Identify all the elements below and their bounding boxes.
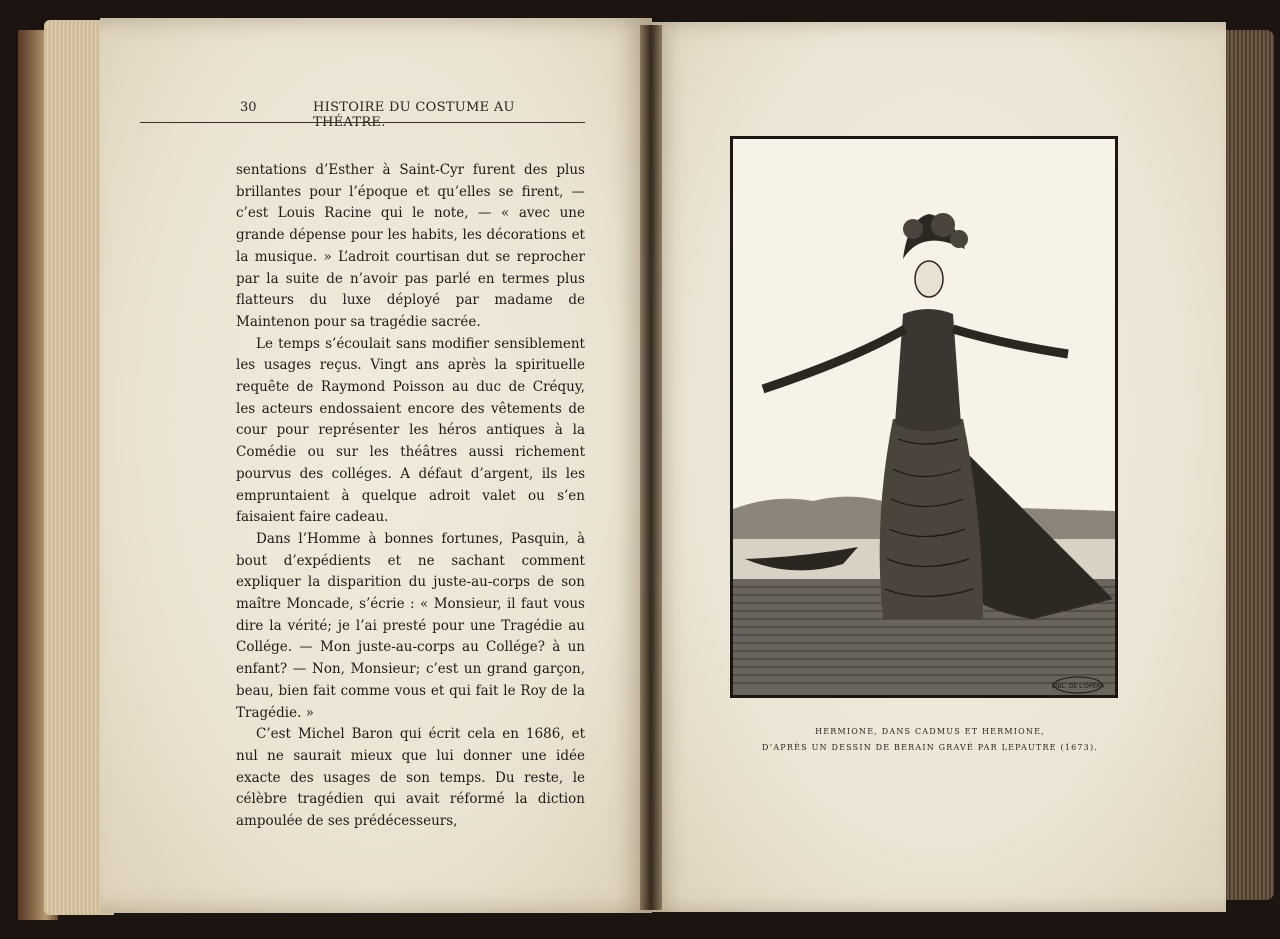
plate-caption (760, 724, 1100, 756)
engraving-illustration (733, 139, 1115, 695)
page-number: 30 (240, 100, 257, 115)
body-text (236, 160, 585, 833)
running-head (140, 100, 585, 130)
paragraph-2: Le temps s’écoulait sans modifier sensiblement les usages reçus. Vingt ans après la spirituelle requête de Raymond Poisson au duc de Créquy, les acteurs endossaient encore des vêtements de cour pour représenter les héros antiques à la Comédie ou sur les théâtres aussi richement pourvus des colléges. A défaut d’argent, ils les empruntaient à quelque adroit valet ou s’en faisaient faire cadeau. (236, 335, 585, 526)
book-gutter (640, 25, 662, 910)
paragraph-1: sentations d’Esther à Saint-Cyr furent des plus brillantes pour l’époque et qu’elles se firent, — c’est Louis Racine qui le note, — « avec une grande dépense pour les habits, les décorations et la musique. » L’adroit courtisan dut se reprocher par la suite de n’avoir pas parlé en termes plus flatteurs du luxe déployé par madame de Maintenon pour sa tragédie sacrée. (236, 162, 585, 330)
engraving-plate (730, 136, 1118, 698)
caption-line-2: D’APRÈS UN DESSIN DE BERAIN GRAVÉ PAR LEPAUTRE (1673). (761, 743, 1099, 752)
paragraph-3: Dans l’Homme à bonnes fortunes, Pasquin, à bout d’expédients et ne sachant comment expliquer la disparition du juste-au-corps de son maître Moncade, s’écrie : « Monsieur, il faut vous dire la vérité; je l’ai presté pour une Tragédie au Collége. — Mon juste-au-corps au Collége? à un enfant? — Non, Monsieur; c’est un grand garçon, beau, bien fait comme vous et qui fait le Roy de la Tragédie. » (236, 530, 585, 721)
library-stamp: BIBL. DE L'OPÉRA (1051, 683, 1105, 690)
running-head-title: HISTOIRE DU COSTUME AU THÉATRE. (313, 100, 515, 130)
page-edges-right (1222, 30, 1274, 900)
paragraph-4: C’est Michel Baron qui écrit cela en 1686, et nul ne saurait mieux que lui donner une idée exacte des usages de son temps. Du reste, le célèbre tragédien qui avait réformé la diction ampoulée de ses prédécesseurs, (236, 726, 585, 830)
caption-line-1: HERMIONE, DANS CADMUS ET HERMIONE, (815, 727, 1045, 736)
